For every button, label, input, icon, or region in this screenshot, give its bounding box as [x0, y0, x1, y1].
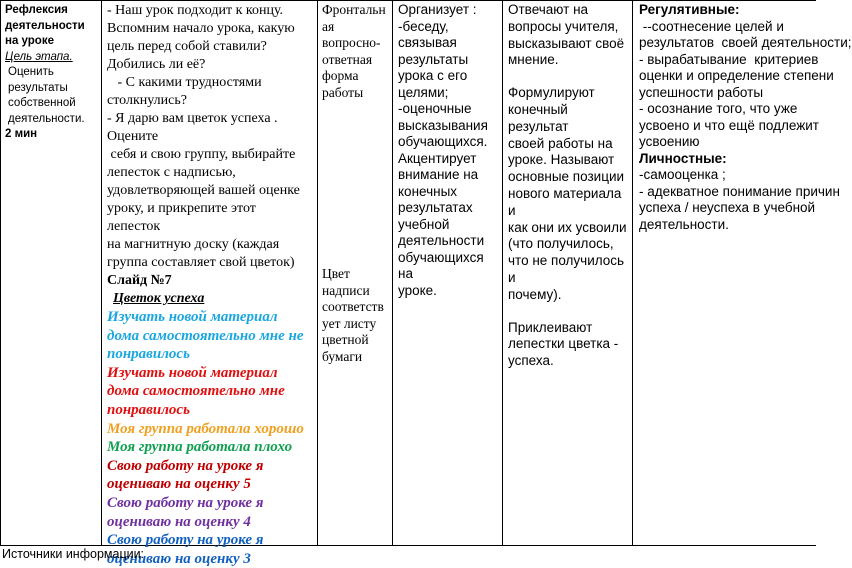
petal-1 [107, 308, 312, 364]
student-line: как они их усвоили [508, 219, 627, 235]
personal-line: -самооценка ; [639, 167, 726, 182]
work-form-cell [317, 0, 392, 546]
activity-line: -беседу, [398, 18, 449, 34]
speech-line: группа составляет свой цветок) [107, 255, 295, 270]
activity-line: Акцентирует [398, 150, 477, 166]
student-line: Приклеивают [508, 319, 593, 335]
note-line: цветной [322, 332, 369, 347]
personal-title: Личностные: [639, 150, 727, 166]
spacer [508, 304, 627, 320]
petal-4 [107, 438, 312, 457]
student-line: вопросы учителя, [508, 18, 619, 34]
petal-line: понравилось [107, 401, 190, 418]
activity-line: -оценочные [398, 101, 472, 116]
petal-line: оцениваю на оценку 5 [107, 476, 251, 493]
personal-line: успеха / неуспеха в учебной [639, 200, 816, 215]
slide-label: Слайд №7 [107, 273, 172, 288]
form-line: работы [322, 84, 364, 100]
petal-line: Моя группа работала плохо [107, 439, 293, 456]
activity-line: уроке. [398, 282, 437, 298]
form-line: ая [322, 18, 335, 34]
petal-3 [107, 420, 312, 439]
spacer [508, 69, 627, 85]
student-line: почему). [508, 286, 562, 302]
activity-line: деятельности [398, 233, 485, 248]
regulative-line: --соотнесение целей и [639, 18, 784, 34]
speech-line: - Наш урок подходит к концу. [107, 3, 284, 18]
note-line: бумаги [322, 348, 363, 364]
teacher-activity-cell [392, 0, 502, 546]
student-line: высказывают своё [508, 35, 625, 51]
student-line: что не получилось и [508, 253, 625, 285]
speech-line: столкнулись? [107, 93, 187, 108]
regulative-line: оценки и определение степени [639, 68, 834, 83]
student-line: мнение. [508, 52, 559, 68]
speech-line: - Я дарю вам цветок успеха . [107, 111, 278, 126]
petal-line: Изучать новой материал [107, 364, 278, 381]
petal-line: Свою работу на уроке я [107, 532, 264, 549]
speech-line: цель перед собой ставили? [107, 39, 267, 54]
color-note [322, 266, 388, 365]
activity-line: результатах [398, 200, 473, 215]
note-line: соответств [322, 299, 384, 314]
activity-line: урока с его [398, 68, 468, 83]
learning-actions-cell [632, 0, 852, 546]
petal-line: понравилось [107, 346, 190, 363]
note-line: надписи [322, 282, 370, 298]
speech-line: - С какими трудностями [107, 75, 262, 90]
petal-2 [107, 364, 312, 420]
activity-line: обучающихся на [398, 249, 484, 281]
speech-line: Вспомним начало урока, какую [107, 21, 295, 36]
petal-line: Моя группа работала хорошо [107, 420, 304, 437]
student-line: нового материала и [508, 185, 622, 218]
speech-line: на магнитную доску (каждая [107, 237, 280, 252]
petal-line: дома самостоятельно мне [107, 383, 285, 400]
student-para-3 [508, 320, 627, 370]
form-line: ответная [322, 51, 373, 67]
flower-title: Цветок успеха [113, 291, 205, 306]
student-line: конечный результат [508, 101, 569, 134]
work-form-text [322, 2, 388, 101]
regulative-line: - вырабатывание критериев [639, 51, 819, 67]
activity-line: внимание на [398, 167, 479, 182]
form-line: вопросно- [322, 35, 381, 50]
personal-line: - адекватное понимание причин [639, 183, 840, 199]
petal-line: оцениваю на оценку 4 [107, 513, 251, 530]
regulative-line: результатов своей деятельности; [639, 35, 852, 50]
spacer [322, 101, 388, 266]
stage-duration: 2 мин [5, 128, 38, 140]
activity-line: результаты [398, 51, 469, 67]
teacher-content-cell [101, 0, 317, 567]
speech-line: лепесток с надписью, [107, 165, 236, 180]
student-line: уроке. Называют [508, 152, 615, 168]
student-activity-cell [502, 0, 632, 546]
student-line: успеха. [508, 353, 554, 369]
sources-label: Источники информации: [2, 547, 145, 561]
regulative-line: усвоению [639, 134, 700, 149]
petal-5 [107, 457, 312, 494]
form-line: форма [322, 68, 359, 83]
student-line: (что получилось, [508, 236, 614, 252]
regulative-line: успешности работы [639, 84, 764, 100]
activity-line: обучающихся. [398, 134, 488, 149]
activity-line: учебной [398, 216, 450, 232]
activity-line: Организует : [398, 2, 477, 17]
petal-line: Свою работу на уроке я [107, 457, 264, 474]
activity-line: конечных [398, 183, 458, 199]
petal-line: Свою работу на уроке я [107, 494, 264, 511]
form-line: Фронтальн [322, 2, 386, 17]
student-line: своей работы на [508, 135, 613, 151]
student-line: основные позиции [508, 169, 625, 185]
student-line: Формулируют [508, 85, 595, 101]
speech-line: уроку, и прикрепите этот лепесток [107, 201, 256, 234]
stage-goal-text: Оценить результаты собственной деятельности. [8, 66, 85, 125]
student-para-2 [508, 85, 627, 303]
petal-list [107, 308, 312, 568]
speech-line: Добились ли её? [107, 57, 206, 72]
stage-goal-label: Цель этапа. [5, 50, 73, 63]
activity-line: высказывания [398, 117, 488, 133]
petal-line: оцениваю на оценку 3 [107, 550, 251, 567]
stage-title: Рефлексия деятельности на уроке [5, 4, 85, 47]
student-para-1 [508, 2, 627, 69]
activity-line: связывая [398, 35, 457, 50]
student-line: Отвечают на [508, 2, 589, 17]
speech-line: себя и свою группу, выбирайте [107, 147, 296, 162]
petal-line: Изучать новой материал [107, 309, 278, 325]
note-line: ует листу [322, 315, 377, 331]
teacher-speech [107, 2, 312, 272]
speech-line: удовлетворяющей вашей оценке [107, 183, 300, 198]
petal-6 [107, 494, 312, 531]
stage-cell [0, 0, 101, 546]
petal-line: дома самостоятельно мне не [107, 327, 304, 344]
student-line: лепестки цветка - [508, 336, 619, 352]
personal-line: деятельности. [639, 216, 729, 232]
note-line: Цвет [322, 266, 350, 281]
regulative-title: Регулятивные: [639, 2, 740, 17]
regulative-line: - осознание того, что уже [639, 101, 798, 116]
speech-line: Оцените [107, 129, 159, 144]
activity-line: целями; [398, 84, 449, 100]
regulative-line: усвоено и что ещё подлежит [639, 117, 819, 133]
